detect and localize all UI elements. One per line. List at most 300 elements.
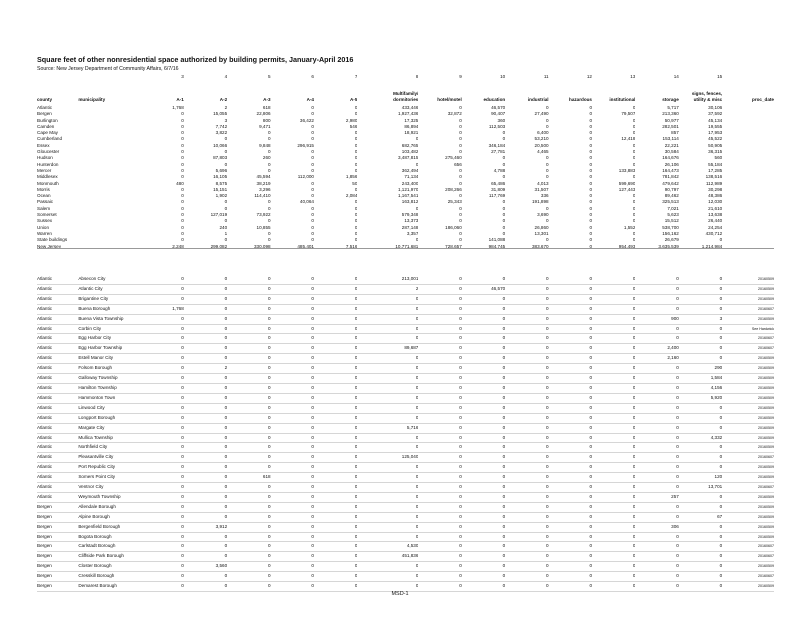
table-cell: 0 [549,562,592,572]
table-cell: 0 [505,344,548,354]
table-cell: 0 [311,230,314,236]
table-cell: 213,360 [662,111,679,117]
column-number [37,73,78,81]
table-row [37,492,774,502]
table-row [37,582,774,592]
table-row [37,413,774,423]
table-cell: 857 [671,130,679,136]
table-cell: 153,114 [662,136,679,142]
table-cell: 0 [679,275,722,284]
table-row [37,344,774,354]
table-cell: 346,184 [488,142,506,148]
table-cell: 0 [462,463,505,473]
table-cell: 0 [227,304,270,314]
table-cell: 1,121,970 [397,186,419,192]
table-cell: 0 [184,383,227,393]
table-cell: 0 [632,155,636,161]
table-cell: 0 [592,344,635,354]
table-cell: 0 [632,130,636,136]
table-cell: 0 [459,174,462,180]
table-cell: 330,098 [253,243,271,249]
table-cell: 0 [140,483,183,493]
table-cell: Buena Borough [78,304,140,314]
table-cell: Atlantic [37,364,78,374]
table-cell: 0 [505,542,548,552]
table-cell: 138,516 [705,174,723,180]
table-cell: 186,060 [445,224,462,230]
table-cell: 0 [592,304,635,314]
table-cell: 0 [632,218,636,224]
table-cell: 0 [354,186,358,192]
table-cell: 0 [357,532,418,542]
table-cell: 0 [140,582,183,592]
table-cell: 0 [227,284,270,294]
column-header: municipality [78,97,106,103]
table-cell: 275,460 [445,155,462,161]
table-cell: 485,401 [297,243,314,249]
table-cell: 0 [505,532,548,542]
table-cell: 0 [311,111,314,117]
table-cell: Buena Vista Township [78,314,140,324]
table-cell: 40,064 [299,199,314,205]
table-cell: 50 [352,180,358,186]
table-cell: 0 [268,205,271,211]
table-cell: 0 [505,453,548,463]
table-cell: 0 [549,334,592,344]
table-cell: 0 [271,463,314,473]
table-cell: 0 [357,463,418,473]
column-header: signs, fences, utility & misc [691,91,723,103]
table-cell: 9,471 [259,123,271,129]
table-cell: 0 [592,463,635,473]
table-cell: Mullica Township [78,433,140,443]
table-cell: 0 [227,374,270,384]
table-cell: 0 [635,423,678,433]
table-cell: Bergen [37,532,78,542]
table-cell: 0 [462,532,505,542]
table-cell: 0 [549,492,592,502]
page-footer: MSD-1 [391,591,409,597]
column-number [722,73,774,81]
table-cell: 0 [462,423,505,433]
table-cell: 89,687 [357,344,418,354]
table-cell: 0 [635,275,678,284]
table-cell: 0 [549,403,592,413]
table-cell: 0 [271,582,314,592]
table-cell: 0 [271,572,314,582]
table-cell: 112,000 [297,174,314,180]
table-cell: 0 [184,354,227,364]
table-cell: 0 [268,149,271,155]
table-cell: 0 [181,136,184,142]
table-cell: 0 [418,443,461,453]
table-cell: 24,254 [708,224,723,230]
table-cell: Atlantic [37,443,78,453]
table-cell: 112,503 [488,123,506,129]
table-cell: Bergen [37,572,78,582]
table-cell: 0 [415,237,419,243]
table-cell: 163,812 [401,199,419,205]
table-cell: 0 [418,532,461,542]
table-cell: 0 [589,237,592,243]
table-cell: 0 [418,453,461,463]
table-cell: 0 [354,130,358,136]
table-cell: 0 [418,334,461,344]
table-cell: 0 [635,473,678,483]
column-number: 3 [181,74,184,79]
table-cell: 728,657 [445,243,462,249]
table-cell: 3,357 [406,230,419,236]
table-cell: 0 [459,167,462,173]
table-cell: 3,487,815 [397,155,419,161]
table-cell: 0 [140,562,183,572]
table-cell: 0 [632,212,636,218]
table-cell: Hunterdon [37,161,59,167]
table-cell: 0 [314,542,357,552]
table-cell: 27,490 [534,111,549,117]
table-cell: 0 [311,186,314,192]
table-cell: 141,088 [488,237,506,243]
table-cell: Hamilton Township [78,383,140,393]
table-cell: 0 [549,542,592,552]
table-cell: 0 [462,512,505,522]
table-cell: 0 [592,562,635,572]
table-cell: 0 [184,275,227,284]
table-cell: 0 [459,180,462,186]
table-cell: 48,386 [708,193,723,199]
table-cell: 0 [462,354,505,364]
table-cell: Atlantic [37,284,78,294]
table-cell: Gloucester [37,149,60,155]
table-cell: Allendale Borough [78,502,140,512]
table-cell: 0 [418,413,461,423]
table-cell: 0 [181,186,184,192]
table-cell: 0 [549,284,592,294]
table-cell: Atlantic [37,314,78,324]
table-cell: 0 [592,383,635,393]
table-row [37,522,774,532]
table-cell: 0 [268,237,271,243]
table-cell: 0 [184,542,227,552]
table-cell: 0 [418,284,461,294]
table-cell: 0 [314,344,357,354]
table-cell: 0 [271,354,314,364]
table-cell: 20,500 [534,142,549,148]
table-cell: 480 [176,180,184,186]
table-cell: 20160509 [722,512,774,522]
table-cell: 0 [418,542,461,552]
table-cell: 36,422 [299,117,314,123]
table-cell: 112,989 [705,180,723,186]
table-cell: 0 [140,453,183,463]
table-cell: 0 [271,423,314,433]
table-cell: 0 [224,149,228,155]
table-cell: 0 [502,155,506,161]
table-cell: 0 [505,314,548,324]
table-cell: 45,134 [708,117,723,123]
table-cell: 0 [354,199,358,205]
table-cell: 0 [592,275,635,284]
table-cell: 20160509 [722,413,774,423]
column-number [78,73,140,81]
table-cell: Atlantic [37,334,78,344]
table-cell: 0 [311,123,314,129]
table-row [37,502,774,512]
table-cell: 0 [271,433,314,443]
table-cell: 0 [505,473,548,483]
table-row [37,314,774,324]
table-cell: 13,373 [404,218,419,224]
table-cell: 0 [592,572,635,582]
table-cell: 0 [357,294,418,304]
table-cell: 579,348 [401,212,419,218]
table-cell: 479,642 [662,180,679,186]
table-cell: 0 [227,275,270,284]
table-cell: 0 [546,205,549,211]
table-row [37,304,774,314]
table-cell: 103,482 [401,149,419,155]
table-cell: 0 [314,324,357,334]
table-cell: 0 [184,374,227,384]
table-cell: Bergen [37,552,78,562]
table-cell: Essex [37,142,50,148]
table-cell: 0 [311,130,314,136]
table-cell: 208,266 [445,186,462,192]
table-cell: 19,555 [708,123,723,129]
table-cell: 0 [592,364,635,374]
table-cell: 0 [635,433,678,443]
table-cell: 0 [271,393,314,403]
table-cell: 0 [632,193,636,199]
table-cell: 0 [140,403,183,413]
table-cell: 1,584 [679,374,722,384]
table-cell: 0 [181,149,184,155]
table-cell: Passaic [37,199,54,205]
table-cell: Bergen [37,562,78,572]
table-cell: 0 [635,443,678,453]
table-cell: 0 [227,393,270,403]
table-cell: 0 [357,483,418,493]
table-cell: 0 [418,403,461,413]
table-cell: 0 [357,582,418,592]
table-cell: 0 [502,174,506,180]
table-cell: 0 [505,492,548,502]
table-cell: 0 [462,364,505,374]
table-cell: 0 [462,324,505,334]
table-cell: 0 [635,542,678,552]
table-cell: 0 [140,294,183,304]
table-cell: 0 [549,483,592,493]
table-cell: 0 [505,334,548,344]
table-cell: 0 [592,532,635,542]
table-cell: 0 [224,218,228,224]
table-cell: 0 [635,552,678,562]
table-cell: 0 [314,374,357,384]
table-cell: 0 [462,522,505,532]
table-cell: 36,315 [708,149,723,155]
table-cell: 0 [679,532,722,542]
table-cell: 0 [462,502,505,512]
table-cell: 3 [224,117,228,123]
table-cell: 0 [635,512,678,522]
table-cell: 0 [589,136,592,142]
table-cell: 0 [462,473,505,483]
table-cell: 0 [354,237,358,243]
table-cell: 682,765 [401,142,419,148]
table-cell: 0 [632,105,636,110]
table-cell: 0 [181,117,184,123]
table-cell: 0 [227,502,270,512]
table-cell: 5,623 [667,212,679,218]
table-cell: 114,410 [254,193,271,199]
table-cell: 10,066 [213,142,228,148]
table-cell: 0 [505,572,548,582]
column-header: A-2 [219,97,228,103]
table-cell: Estell Manor City [78,354,140,364]
table-cell: 0 [357,354,418,364]
table-cell: 0 [635,383,678,393]
table-row [37,572,774,582]
table-cell: 0 [679,334,722,344]
table-cell: 20160607 [722,334,774,344]
table-cell: 0 [505,374,548,384]
table-cell: 0 [224,205,228,211]
table-cell: 0 [184,324,227,334]
table-cell: 0 [314,572,357,582]
table-cell: 0 [418,463,461,473]
table-cell: 0 [679,572,722,582]
table-cell: 0 [140,413,183,423]
table-cell: 12,030 [708,199,723,205]
table-cell: 3,296 [259,186,271,192]
table-cell: 0 [549,532,592,542]
table-cell: 0 [311,237,314,243]
table-cell: 0 [462,393,505,403]
table-cell: Galloway Township [78,374,140,384]
municipality-detail-table [37,275,774,592]
column-number: 8 [415,74,419,79]
table-cell: 3,822 [215,130,228,136]
table-cell: 0 [227,443,270,453]
table-cell: 0 [418,502,461,512]
table-cell: 0 [502,136,506,142]
table-cell: 0 [589,218,592,224]
table-cell: 954,493 [618,243,636,249]
table-cell: 0 [268,130,271,136]
table-cell: 0 [418,354,461,364]
table-cell: 0 [592,324,635,334]
table-cell: 0 [314,383,357,393]
table-cell: 0 [592,334,635,344]
table-cell: 1,768 [140,304,183,314]
table-cell: 17,953 [708,130,723,136]
table-cell: 0 [357,492,418,502]
table-cell: Bergen [37,111,52,117]
table-cell: 296,915 [297,142,314,148]
table-cell: 0 [354,230,358,236]
column-header: A-3 [263,97,271,103]
table-cell: 17,325 [404,117,419,123]
table-cell: 0 [224,136,228,142]
table-cell: 0 [140,522,183,532]
table-cell: Atlantic [37,383,78,393]
table-row [37,275,774,284]
table-cell: 0 [271,403,314,413]
table-cell: 0 [679,403,722,413]
table-cell: 0 [140,492,183,502]
table-cell: 0 [311,205,314,211]
table-cell: 0 [546,167,549,173]
table-row [37,473,774,483]
table-cell: 0 [314,532,357,542]
table-cell: 0 [271,275,314,284]
table-cell: Atlantic [37,105,53,110]
table-cell: 0 [227,453,270,463]
table-cell: 20160509 [722,522,774,532]
table-cell: 0 [415,205,419,211]
table-cell: 22,806 [256,111,271,117]
table-cell: 0 [502,161,506,167]
table-cell: 0 [314,334,357,344]
table-cell: 0 [589,212,592,218]
table-cell: 0 [314,294,357,304]
table-cell: 0 [459,105,462,110]
table-cell: 0 [635,324,678,334]
table-cell: 0 [632,142,636,148]
table-cell: 325,513 [662,199,679,205]
table-cell: 0 [227,413,270,423]
table-cell: 362,494 [401,167,419,173]
table-cell: 12,418 [621,136,636,142]
table-cell: 0 [314,463,357,473]
table-cell: 0 [140,443,183,453]
table-cell: 0 [719,237,723,243]
table-cell: 6,400 [537,130,549,136]
table-cell: 0 [140,383,183,393]
table-cell: 0 [271,294,314,304]
table-cell: 0 [314,492,357,502]
table-cell: 0 [632,149,636,155]
table-cell: 20160607 [722,572,774,582]
table-cell: 0 [462,314,505,324]
table-cell: 0 [140,473,183,483]
table-cell: 2 [184,364,227,374]
table-cell: 0 [184,284,227,294]
table-cell: 1,214,984 [701,243,723,249]
table-cell: 0 [505,275,548,284]
table-cell: 0 [268,218,271,224]
table-cell: 0 [546,123,549,129]
table-cell: 546 [349,123,358,129]
table-cell: 0 [502,230,506,236]
table-cell: 0 [357,334,418,344]
table-cell: 0 [271,552,314,562]
table-cell: Alpine Borough [78,512,140,522]
table-cell: Sussex [37,218,53,224]
table-cell: 0 [271,443,314,453]
table-cell: 0 [549,463,592,473]
table-cell: Port Republic City [78,463,140,473]
section-divider [37,248,774,249]
table-cell: 0 [505,502,548,512]
table-cell: Atlantic [37,393,78,403]
table-cell: 0 [635,374,678,384]
table-cell: 0 [268,161,271,167]
table-cell: 20160607 [722,542,774,552]
table-cell: 0 [357,572,418,582]
table-cell: 0 [418,275,461,284]
table-cell: 0 [592,403,635,413]
